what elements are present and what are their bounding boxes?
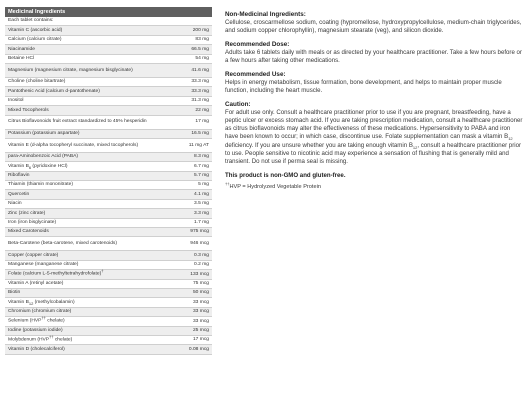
ingredient-name: Vitamin $B_{12}$ (methylcobalamin) (8, 299, 75, 306)
ingredient-amount: 33 mcg (192, 299, 209, 305)
ingredient-amount: 4.1 mg (194, 191, 209, 197)
ingredient-name: Vitamin D (cholecalciferol) (8, 346, 65, 352)
ingredient-name: Zinc (zinc citrate) (8, 210, 46, 216)
recommended-dose-title: Recommended Dose: (225, 40, 290, 48)
recommended-use-title: Recommended Use: (225, 70, 286, 78)
ingredient-amount: 946 mcg (190, 241, 209, 247)
ingredient-amount: 1.7 mg (194, 220, 209, 226)
ingredient-name: Potassium (potassium aspartate) (8, 130, 80, 136)
table-row (5, 237, 212, 251)
ingredient-amount: 66.5 mg (191, 46, 209, 52)
non-medicinal-text: Cellulose, croscarmellose sodium, coating (hypromellose, hydroxypropylcellulose, medium-chain triglycerides, and sodium copper chlorophyllin), magnesium stearate (veg), and silicon dioxide. (225, 19, 522, 35)
ingredient-name: Vitamin $B_6$ (pyridoxine HCl) (8, 163, 68, 170)
ingredient-name: Folate (calcium L-5-methyltetrahydrofolate)† (8, 268, 104, 277)
table-row (5, 345, 212, 354)
ingredient-amount: 11 mg AT (188, 142, 209, 148)
table-row (5, 327, 212, 336)
table-row (5, 298, 212, 307)
table-row (5, 280, 212, 289)
table-row (5, 162, 212, 171)
ingredient-name: Niacin (8, 201, 22, 207)
ingredient-amount: 17 mg (195, 119, 209, 125)
ingredient-name: Magnesium (magnesium citrate, magnesium bisglycinate) (8, 67, 133, 73)
ingredient-amount: 6.7 mg (194, 163, 209, 169)
ingredient-name: Calcium (calcium citrate) (8, 37, 62, 43)
ingredient-amount: 17 mcg (192, 337, 209, 343)
table-row (5, 228, 212, 237)
ingredient-name: Copper (copper citrate) (8, 252, 59, 258)
table-row (5, 36, 212, 45)
ingredient-amount: 3.3 mg (194, 210, 209, 216)
gmo-note: This product is non-GMO and gluten-free. (225, 171, 346, 179)
table-intro: Each tablet contains: (8, 18, 54, 24)
ingredient-name: Pantothenic Acid (calcium d-pantothenate) (8, 88, 100, 94)
ingredient-name: Vitamin A (retinyl acetate) (8, 280, 64, 286)
ingredient-amount: 3.5 mg (194, 201, 209, 207)
ingredient-amount: 0.08 mcg (188, 346, 209, 352)
table-row (5, 209, 212, 218)
ingredient-amount: 22 mg (195, 107, 209, 113)
table-row (5, 26, 212, 35)
ingredient-name: Mixed Tocopherols (8, 107, 49, 113)
ingredient-amount: 33.3 mg (191, 88, 209, 94)
table-row (5, 87, 212, 96)
ingredient-name: Thiamin (thiamin mononitrate) (8, 182, 73, 188)
table-row (5, 45, 212, 54)
non-medicinal-title: Non-Medicinal Ingredients: (225, 11, 306, 18)
ingredient-name: Mixed Carotenoids (8, 229, 49, 235)
product-info (225, 11, 523, 191)
ingredient-name: Niacinamide (8, 46, 35, 52)
table-row (5, 55, 212, 64)
ingredient-name: Citrus Bioflavonoids fruit extract standardized to 45% hesperidin (8, 119, 147, 125)
ingredient-name: Inositol (8, 98, 24, 104)
ingredient-name: Iodine (potassium iodide) (8, 327, 63, 333)
ingredient-amount: 33 mcg (192, 309, 209, 315)
ingredient-amount: 0.3 mg (194, 252, 209, 258)
ingredient-name: Selenium (HVP†† chelate) (8, 315, 65, 324)
table-row (5, 64, 212, 78)
ingredient-amount: 8.3 mg (194, 154, 209, 160)
table-row (5, 78, 212, 87)
ingredient-amount: 975 mcg (190, 229, 209, 235)
ingredient-name: Iron (iron bisglycinate) (8, 220, 57, 226)
table-row (5, 261, 212, 270)
ingredient-amount: 0.2 mg (194, 262, 209, 268)
ingredient-name: Beta-Carotene (beta-carotene, mixed carotenoids) (8, 241, 118, 247)
table-row (5, 317, 212, 326)
ingredient-amount: 31.3 mg (191, 98, 209, 104)
footnote-mark: †† (225, 180, 230, 186)
table-row (5, 336, 212, 345)
ingredient-amount: 5 mg (198, 182, 209, 188)
ingredient-name: Chromium (chromium citrate) (8, 309, 72, 315)
ingredient-amount: 5.7 mg (194, 173, 209, 179)
table-row (5, 190, 212, 199)
ingredient-amount: 50 mcg (192, 290, 209, 296)
ingredient-amount: 133 mcg (190, 271, 209, 277)
ingredient-amount: 33 mcg (192, 318, 209, 324)
table-row (5, 153, 212, 162)
ingredient-name: Quercetin (8, 191, 30, 197)
table-row (5, 106, 212, 115)
ingredient-name: Betaine HCl (8, 55, 35, 61)
ingredient-name: para-Aminobenzoic Acid (PABA) (8, 154, 79, 160)
table-row (5, 139, 212, 153)
ingredient-name: Vitamin E (d-alpha tocopheryl succinate, mixed tocopherols) (8, 142, 139, 148)
medicinal-ingredients-table (5, 7, 212, 355)
ingredient-name: Molybdenum (HVP†† chelate) (8, 334, 73, 343)
table-row (5, 251, 212, 260)
ingredient-rows (5, 26, 212, 354)
ingredient-amount: 83 mg (195, 37, 209, 43)
ingredient-name: Vitamin C (ascorbic acid) (8, 27, 63, 33)
ingredient-amount: 41.6 mg (191, 67, 209, 73)
recommended-dose-text: Adults take 6 tablets daily with meals or as directed by your healthcare practitioner. Take a few hours before or a few hours after taking other medications. (225, 48, 522, 65)
ingredient-amount: 54 mg (195, 55, 209, 61)
ingredient-name: Manganese (manganese citrate) (8, 262, 79, 268)
ingredient-amount: 33.3 mg (191, 79, 209, 85)
table-row (5, 308, 212, 317)
table-row (5, 97, 212, 106)
ingredient-name: Riboflavin (8, 173, 30, 179)
table-row (5, 270, 212, 279)
table-row (5, 289, 212, 298)
ingredient-amount: 16.5 mg (191, 130, 209, 136)
ingredient-amount: 75 mcg (192, 280, 209, 286)
caution-text: For adult use only. Consult a healthcare practitioner prior to use if you are pregnant, breastfeeding, have a peptic ulcer or excess stomach acid. If you are taking prescription medication, consult a healthcare practitioner as citrus bioflavonoids may alter the effectiveness of these medications. Hypersensitivity to PABA and iron have been known to occur; in which case, discontinue use. Folate supplementation can mask a vitamin $B_{12}$ deficiency. If you are unsure whether you are taking enough vitamin $B_{12}$, consult a healthcare practitioner prior to use. People sensitive to nicotinic acid may experience a sensation of flushing that is generally mild and transient. Do not use if perma seal is missing. (225, 108, 523, 165)
ingredient-name: Biotin (8, 290, 21, 296)
table-row (5, 219, 212, 228)
ingredient-amount: 200 mg (192, 27, 209, 33)
table-intro-row (5, 17, 212, 26)
ingredient-name: Choline (choline bitartrate) (8, 79, 66, 85)
footnote (225, 180, 523, 191)
ingredient-amount: 25 mcg (192, 327, 209, 333)
table-row (5, 116, 212, 130)
recommended-use-text: Helps in energy metabolism, tissue formation, bone development, and helps to maintain proper muscle function, including the heart muscle. (225, 78, 502, 95)
table-row (5, 172, 212, 181)
caution-title: Caution: (225, 100, 251, 108)
medicinal-ingredients-title: Medicinal Ingredients (5, 7, 212, 17)
table-row (5, 130, 212, 139)
table-row (5, 200, 212, 209)
footnote-text: HVP = Hydrolyzed Vegetable Protein (229, 183, 321, 190)
table-row (5, 181, 212, 190)
